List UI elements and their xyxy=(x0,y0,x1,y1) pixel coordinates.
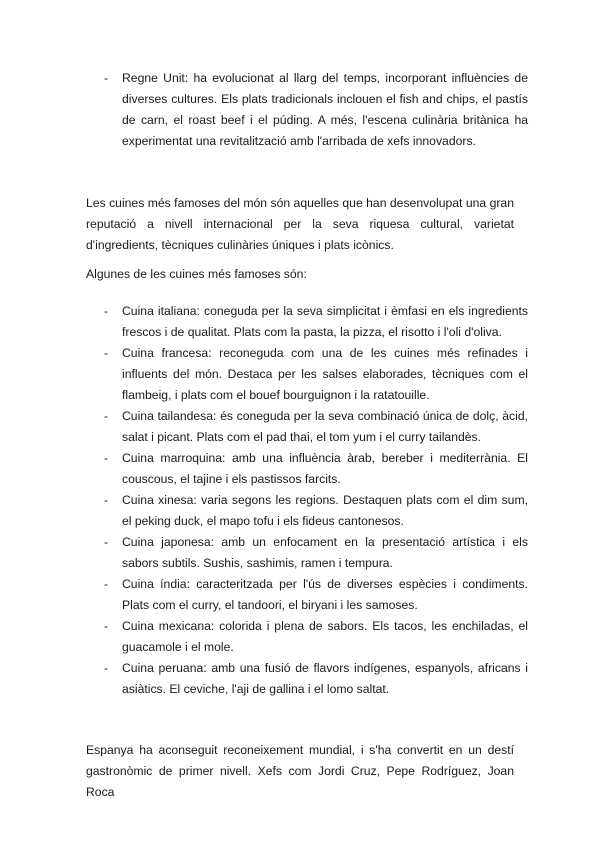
bullet-text: Cuina tailandesa: és coneguda per la seva combinació única de dolç, àcid, salat i picant. Plats com el pad thai, el tom yum i el curry tailandès. xyxy=(122,409,528,444)
bullet-text: Cuina marroquina: amb una influència àrab, bereber i mediterrània. El couscous, el tajine i els pastissos farcits. xyxy=(122,451,528,486)
bullet-text: Cuina francesa: reconeguda com una de les cuines més refinades i influents del món. Destaca per les salses elaborades, tècniques com el flambeig, i plats com el bouef bourguignon i la ratatouille. xyxy=(122,346,528,402)
bullet-marker: - xyxy=(104,661,109,675)
list-item xyxy=(86,301,528,343)
bullet-text: Cuina peruana: amb una fusió de flavors indígenes, espanyols, africans i asiàtics. El ceviche, l'aji de gallina i el lomo saltat. xyxy=(122,661,528,696)
bullet-text: Cuina italiana: coneguda per la seva simplicitat i èmfasi en els ingredients frescos i de qualitat. Plats com la pasta, la pizza, el risotto i l'oli d'oliva. xyxy=(122,304,528,339)
bullet-text: Cuina xinesa: varia segons les regions. Destaquen plats com el dim sum, el peking duck, el mapo tofu i els fideus cantonesos. xyxy=(122,493,528,528)
bullet-text: Cuina japonesa: amb un enfocament en la presentació artística i els sabors subtils. Sushis, sashimis, ramen i tempura. xyxy=(122,535,528,570)
cuisines-list xyxy=(86,301,528,700)
list-item xyxy=(86,448,528,490)
list-item xyxy=(86,616,528,658)
intro-paragraph: Les cuines més famoses del món són aquelles que han desenvolupat una gran reputació a nivell internacional per la seva riquesa cultural, varietat d'ingredients, tècniques culinàries úniques i plats icònics. xyxy=(86,196,514,252)
list-item xyxy=(86,490,528,532)
uk-bullet-list xyxy=(86,68,528,152)
bullet-marker: - xyxy=(104,451,109,465)
list-item xyxy=(86,532,528,574)
bullet-marker: - xyxy=(104,346,109,360)
bullet-marker: - xyxy=(104,409,109,423)
bullet-marker: - xyxy=(104,71,109,85)
bullet-marker: - xyxy=(104,304,109,318)
list-item xyxy=(86,68,528,152)
list-item xyxy=(86,406,528,448)
bullet-marker: - xyxy=(104,535,109,549)
bullet-text: Regne Unit: ha evolucionat al llarg del temps, incorporant influències de diverses cultures. Els plats tradicionals inclouen el fish and chips, el pastís de carn, el roast beef i el púding. A més, l'escena culinària britànica ha experimentat una revitalització amb l'arribada de xefs innovadors. xyxy=(122,71,528,148)
bullet-marker: - xyxy=(104,619,109,633)
list-item xyxy=(86,574,528,616)
list-intro-paragraph: Algunes de les cuines més famoses són: xyxy=(86,267,307,281)
list-item xyxy=(86,658,528,700)
list-item xyxy=(86,343,528,406)
bullet-marker: - xyxy=(104,493,109,507)
bullet-marker: - xyxy=(104,577,109,591)
spain-paragraph: Espanya ha aconseguit reconeixement mundial, i s'ha convertit en un destí gastronòmic de primer nivell. Xefs com Jordi Cruz, Pepe Rodríguez, Joan Roca xyxy=(86,743,514,799)
bullet-text: Cuina mexicana: colorida i plena de sabors. Els tacos, les enchiladas, el guacamole i el mole. xyxy=(122,619,528,654)
bullet-text: Cuina índia: caracteritzada per l'ús de diverses espècies i condiments. Plats com el curry, el tandoori, el biryani i les samoses. xyxy=(122,577,528,612)
